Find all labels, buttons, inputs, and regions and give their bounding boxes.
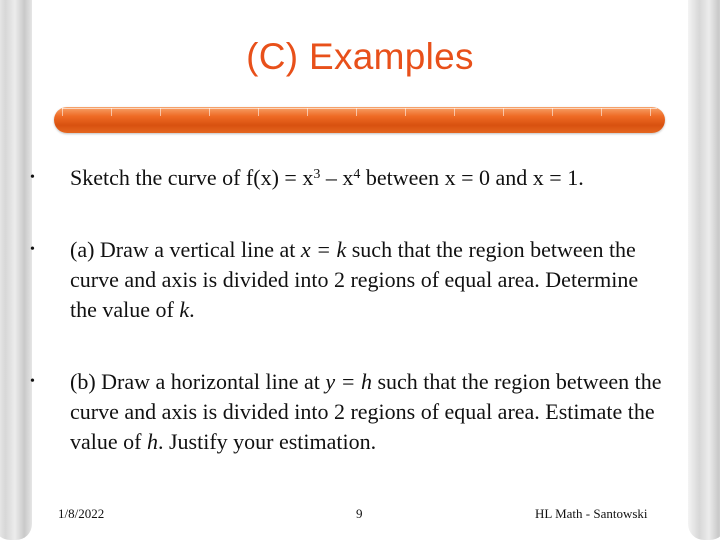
equation: y = h bbox=[325, 369, 372, 394]
right-decorative-pillar bbox=[688, 0, 720, 540]
bullet-marker: • bbox=[30, 374, 35, 389]
bullet-text bbox=[70, 367, 670, 457]
text-part: between x = 0 and x = 1. bbox=[360, 165, 584, 190]
exponent: 4 bbox=[353, 167, 361, 182]
bullet-marker: • bbox=[30, 170, 35, 185]
bullet-sketch-curve bbox=[30, 163, 670, 193]
text-part: (b) Draw a horizontal line at bbox=[70, 369, 326, 394]
slide-content bbox=[30, 163, 670, 457]
bullet-marker: • bbox=[30, 242, 35, 257]
equation: x = k bbox=[300, 237, 347, 262]
footer-author: HL Math - Santowski bbox=[535, 506, 648, 521]
slide-title: (C) Examples bbox=[246, 36, 474, 77]
title-bar-ridges bbox=[62, 108, 657, 116]
text-part: (a) Draw a vertical line at bbox=[70, 237, 301, 262]
text-part: such that the region between the curve and axis is divided into 2 regions of equal area. Determine the value of bbox=[70, 237, 639, 322]
bullet-text bbox=[70, 235, 670, 325]
text-part: Sketch the curve of f(x) = x bbox=[70, 165, 314, 190]
exponent: 3 bbox=[313, 167, 321, 182]
text-part: such that the region between the curve and axis is divided into 2 regions of equal area. Estimate the value of bbox=[70, 369, 662, 454]
variable: k bbox=[179, 297, 190, 322]
left-decorative-pillar bbox=[0, 0, 32, 540]
footer-date: 1/8/2022 bbox=[58, 506, 105, 521]
text-part: . bbox=[189, 297, 195, 322]
bullet-text bbox=[70, 163, 670, 193]
text-part: – x bbox=[320, 165, 354, 190]
bullet-part-b bbox=[30, 367, 670, 457]
bullet-part-a bbox=[30, 235, 670, 325]
footer-page-number: 9 bbox=[356, 506, 363, 521]
text-part: . Justify your estimation. bbox=[157, 429, 377, 454]
variable: h bbox=[146, 429, 158, 454]
